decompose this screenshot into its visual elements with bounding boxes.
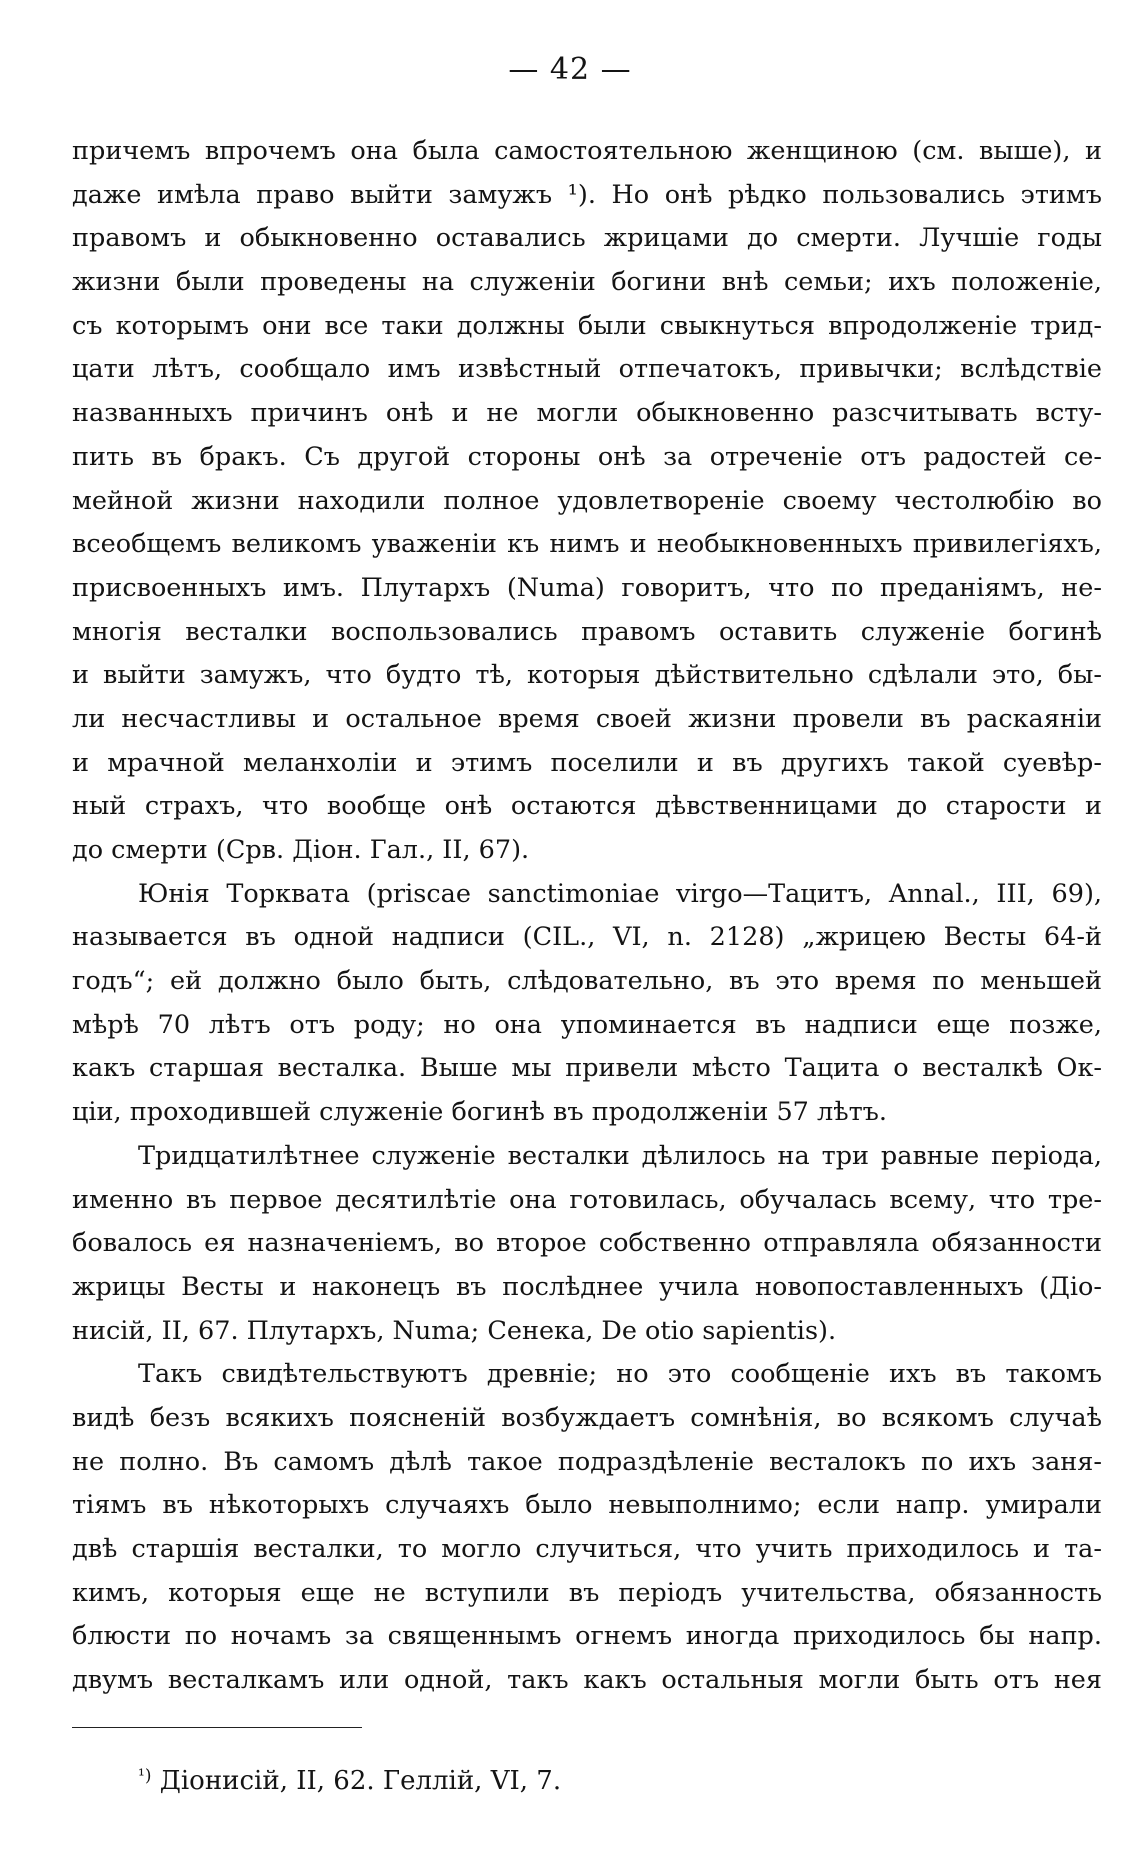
text-line: какъ старшая весталка. Выше мы привели мѣсто Тацита о весталкѣ Ок-	[72, 1053, 1102, 1084]
text-line: многія весталки воспользовались правомъ оставить служеніе богинѣ	[72, 616, 1102, 647]
footnote-marker: ¹)	[138, 1766, 152, 1786]
text-line: и мрачной меланхоліи и этимъ поселили и въ другихъ такой суевѣр-	[72, 747, 1102, 778]
text-line: присвоенныхъ имъ. Плутархъ (Numa) говоритъ, что по преданіямъ, не-	[72, 572, 1102, 603]
footnote	[138, 1766, 561, 1796]
text-line: ный страхъ, что вообще онѣ остаются дѣвственницами до старости и	[72, 791, 1102, 822]
text-line: мѣрѣ 70 лѣтъ отъ роду; но она упоминается въ надписи еще позже,	[72, 1009, 1102, 1040]
text-line: ли несчастливы и остальное время своей жизни провели въ раскаяніи	[72, 703, 1102, 734]
text-line: именно въ первое десятилѣтіе она готовилась, обучалась всему, что тре-	[72, 1184, 1102, 1215]
text-line: кимъ, которыя еще не вступили въ періодъ учительства, обязанность	[72, 1577, 1102, 1608]
footnote-divider	[72, 1727, 362, 1728]
text-line: жизни были проведены на служеніи богини внѣ семьи; ихъ положеніе,	[72, 267, 1102, 298]
text-line: жрицы Весты и наконецъ въ послѣднее учила новопоставленныхъ (Діо-	[72, 1271, 1102, 1302]
footnote-text: Діонисій, II, 62. Геллій, VI, 7.	[159, 1766, 562, 1796]
text-line: причемъ впрочемъ она была самостоятельною женщиною (см. выше), и	[72, 136, 1102, 166]
text-line: цати лѣтъ, сообщало имъ извѣстный отпечатокъ, привычки; вслѣдствіе	[72, 354, 1102, 385]
text-line: и выйти замужъ, что будто тѣ, которыя дѣйствительно сдѣлали это, бы-	[72, 660, 1102, 691]
text-line: всеобщемъ великомъ уваженіи къ нимъ и необыкновенныхъ привилегіяхъ,	[72, 529, 1102, 560]
page-number: — 42 —	[508, 52, 632, 87]
text-line: блюсти по ночамъ за священнымъ огнемъ иногда приходилось бы напр.	[72, 1621, 1102, 1652]
text-line: бовалось ея назначеніемъ, во второе собственно отправляла обязанности	[72, 1228, 1102, 1259]
text-line: мейной жизни находили полное удовлетвореніе своему честолюбію во	[72, 485, 1102, 516]
text-line: двумъ весталкамъ или одной, такъ какъ остальныя могли быть отъ нея	[72, 1665, 1102, 1696]
text-line: названныхъ причинъ онѣ и не могли обыкновенно разсчитывать всту-	[72, 398, 1102, 429]
text-line: Тридцатилѣтнее служеніе весталки дѣлилось на три равные періода,	[138, 1140, 1102, 1171]
body-text	[72, 130, 1102, 1703]
text-line: не полно. Въ самомъ дѣлѣ такое подраздѣленіе весталокъ по ихъ заня-	[72, 1446, 1102, 1477]
text-line: называется въ одной надписи (CIL., VI, n. 2128) „жрицею Весты 64-й	[72, 922, 1102, 953]
text-line: до смерти (Срв. Діон. Гал., II, 67).	[72, 835, 530, 865]
text-line: ціи, проходившей служеніе богинѣ въ продолженіи 57 лѣтъ.	[72, 1097, 888, 1128]
text-line: видѣ безъ всякихъ поясненій возбуждаетъ сомнѣнія, во всякомъ случаѣ	[72, 1402, 1102, 1433]
text-line: нисій, II, 67. Плутархъ, Numa; Сенека, De otio sapientis).	[72, 1315, 837, 1346]
text-line: Такъ свидѣтельствуютъ древніе; но это сообщеніе ихъ въ такомъ	[138, 1359, 1102, 1390]
text-line: даже имѣла право выйти замужъ ¹). Но онѣ рѣдко пользовались этимъ	[72, 179, 1102, 210]
text-line: пить въ бракъ. Съ другой стороны онѣ за отреченіе отъ радостей се-	[72, 441, 1102, 472]
text-line: двѣ старшія весталки, то могло случиться, что учить приходилось и та-	[72, 1534, 1102, 1564]
text-line: съ которымъ они все таки должны были свыкнуться впродолженіе трид-	[72, 310, 1102, 341]
text-line: годъ“; ей должно было быть, слѣдовательно, въ это время по меньшей	[72, 966, 1102, 997]
text-line: Юнія Торквата (priscae sanctimoniae virgo—Тацитъ, Annal., III, 69),	[138, 878, 1102, 909]
text-line: тіямъ въ нѣкоторыхъ случаяхъ было невыполнимо; если напр. умирали	[72, 1490, 1102, 1521]
text-line: правомъ и обыкновенно оставались жрицами до смерти. Лучшіе годы	[72, 223, 1102, 254]
